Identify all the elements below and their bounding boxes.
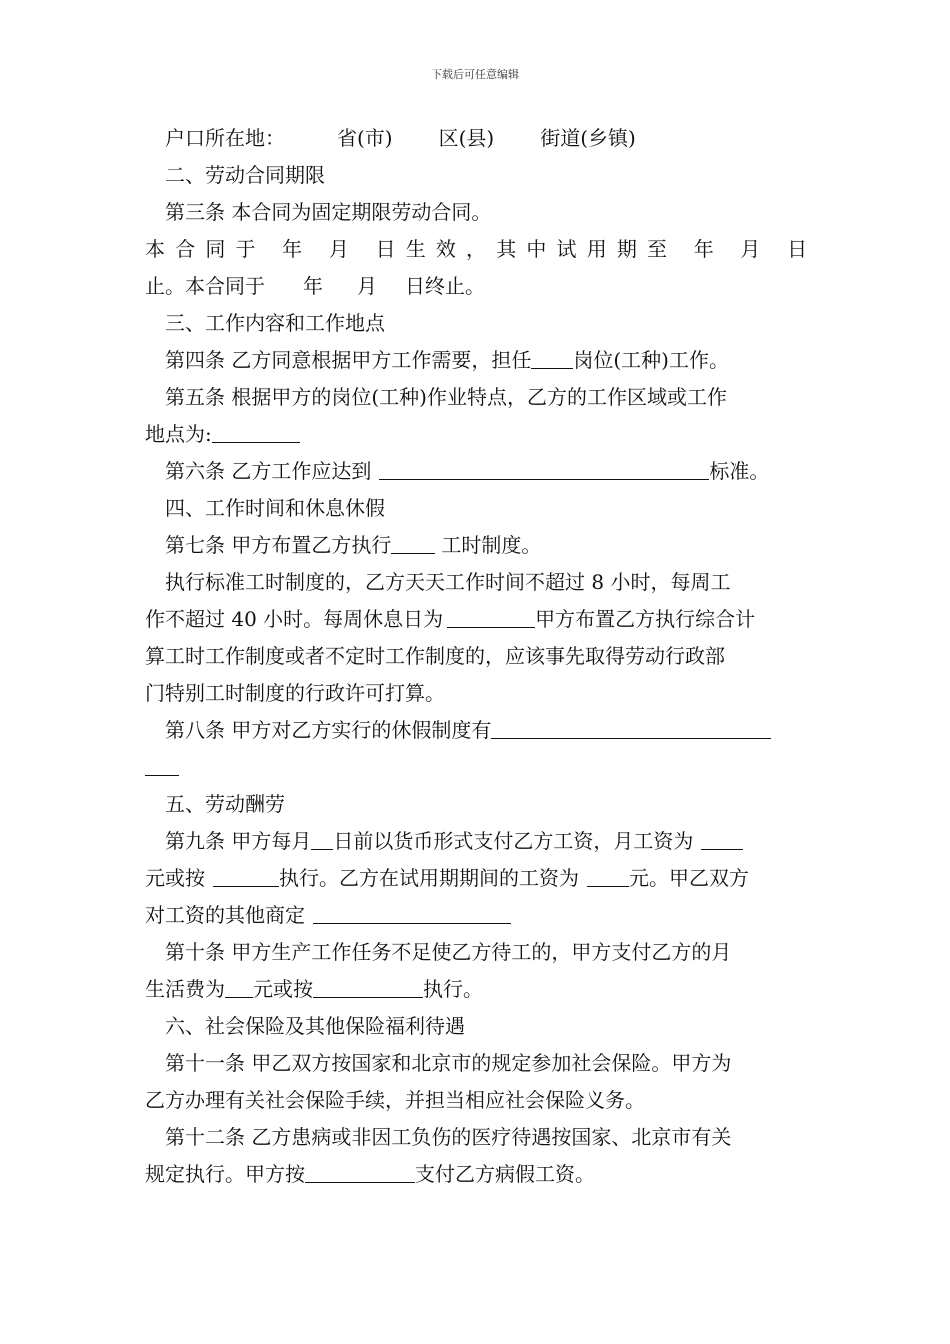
household-label: 户口所在地：	[165, 126, 285, 150]
article-6	[145, 453, 807, 490]
blank-position[interactable]	[531, 344, 573, 369]
text-span: 生活费为	[145, 977, 225, 1001]
article-12-cont	[145, 1156, 807, 1193]
article-10-cont	[145, 971, 807, 1008]
article-11: 第十一条 甲乙双方按国家和北京市的规定参加社会保险。甲方为	[165, 1051, 732, 1075]
article-11-cont: 乙方办理有关社会保险手续，并担当相应社会保险义务。	[145, 1088, 645, 1112]
section-heading-4: 四、工作时间和休息休假	[165, 496, 385, 520]
text-span: 工时制度。	[441, 533, 542, 557]
blank-work-standard[interactable]	[379, 455, 709, 480]
text-span: 岗位(工种)工作。	[573, 348, 729, 372]
text-span: 规定执行。甲方按	[145, 1162, 305, 1186]
blank-monthly-wage[interactable]	[701, 825, 743, 850]
text-span: 日前以货币形式支付乙方工资，月工资为	[333, 829, 694, 853]
section-heading-5: 五、劳动酬劳	[165, 792, 285, 816]
text-span: 月	[357, 274, 377, 298]
text-span: 第八条 甲方对乙方实行的休假制度有	[165, 718, 492, 742]
text-span: 第七条 甲方布置乙方执行	[165, 533, 392, 557]
article-10: 第十条 甲方生产工作任务不足使乙方待工的，甲方支付乙方的月	[165, 940, 732, 964]
article-8-cont	[145, 749, 807, 786]
contract-end-line	[145, 268, 807, 305]
text-span: 地点为:	[145, 422, 212, 446]
blank-sick-pay-basis[interactable]	[305, 1158, 415, 1183]
article-4	[145, 342, 807, 379]
text-span: 第六条 乙方工作应达到	[165, 459, 372, 483]
page-header: 下载后可任意编辑	[431, 68, 519, 81]
blank-leave-system-cont[interactable]	[145, 751, 179, 776]
contract-period-line	[145, 231, 807, 268]
article-8	[145, 712, 807, 749]
text-span: 执行。	[423, 977, 483, 1001]
text-span: 止。本合同于	[145, 274, 265, 298]
blank-work-location[interactable]	[212, 418, 300, 443]
text-span: 支付乙方病假工资。	[415, 1162, 595, 1186]
rest-day-line	[145, 601, 807, 638]
blank-allowance-basis[interactable]	[313, 973, 423, 998]
standard-hours-line: 执行标准工时制度的，乙方天天工作时间不超过 8 小时，每周工	[165, 570, 731, 594]
article-12: 第十二条 乙方患病或非因工负伤的医疗待遇按国家、北京市有关	[165, 1125, 732, 1149]
blank-pay-day[interactable]	[311, 825, 333, 850]
article-3: 第三条 本合同为固定期限劳动合同。	[165, 200, 492, 224]
blank-leave-system[interactable]	[491, 714, 771, 739]
text-span: 标准。	[709, 459, 770, 483]
section-heading-2: 二、劳动合同期限	[165, 163, 325, 187]
blank-probation-wage[interactable]	[587, 862, 629, 887]
section-heading-6: 六、社会保险及其他保险福利待遇	[165, 1014, 465, 1038]
special-hours-line: 门特别工时制度的行政许可打算。	[145, 681, 445, 705]
text-span: 元。甲乙双方	[629, 866, 749, 890]
comprehensive-hours-line: 算工时工作制度或者不定时工作制度的，应该事先取得劳动行政部	[145, 644, 725, 668]
article-9-cont	[145, 860, 807, 897]
text-span: 第四条 乙方同意根据甲方工作需要，担任	[165, 348, 532, 372]
blank-work-hour-system[interactable]	[391, 529, 435, 554]
text-span: 本合同于	[145, 237, 266, 261]
text-span: 甲方布置乙方执行综合计	[535, 607, 756, 631]
household-registration-line	[145, 120, 807, 157]
text-span: 第九条 甲方每月	[165, 829, 312, 853]
text-span: 日生效，其中试用期至	[375, 237, 678, 261]
contract-body	[145, 120, 807, 1193]
blank-rest-day[interactable]	[447, 603, 535, 628]
blank-other-wage-agreement[interactable]	[313, 899, 511, 924]
section-heading-3: 三、工作内容和工作地点	[165, 311, 385, 335]
article-9-cont-2	[145, 897, 807, 934]
blank-wage-basis[interactable]	[213, 862, 279, 887]
district-label: 区(县)	[438, 126, 495, 150]
text-span: 元或按	[253, 977, 313, 1001]
province-label: 省(市)	[337, 126, 393, 150]
blank-living-allowance[interactable]	[225, 973, 253, 998]
text-span: 作不超过 40 小时。每周休息日为	[145, 607, 444, 631]
article-5-cont	[145, 416, 807, 453]
text-span: 对工资的其他商定	[145, 903, 305, 927]
article-5: 第五条 根据甲方的岗位(工种)作业特点，乙方的工作区域或工作	[165, 385, 727, 409]
text-span: 日	[787, 237, 807, 261]
text-span: 月	[740, 237, 771, 261]
text-span: 年	[693, 237, 724, 261]
text-span: 年	[303, 274, 323, 298]
text-span: 执行。乙方在试用期期间的工资为	[279, 866, 579, 890]
text-span: 年	[282, 237, 313, 261]
text-span: 元或按	[145, 866, 205, 890]
text-span: 日终止。	[405, 274, 485, 298]
article-7	[145, 527, 807, 564]
text-span: 月	[328, 237, 360, 261]
street-label: 街道(乡镇)	[540, 126, 636, 150]
article-9	[145, 823, 807, 860]
